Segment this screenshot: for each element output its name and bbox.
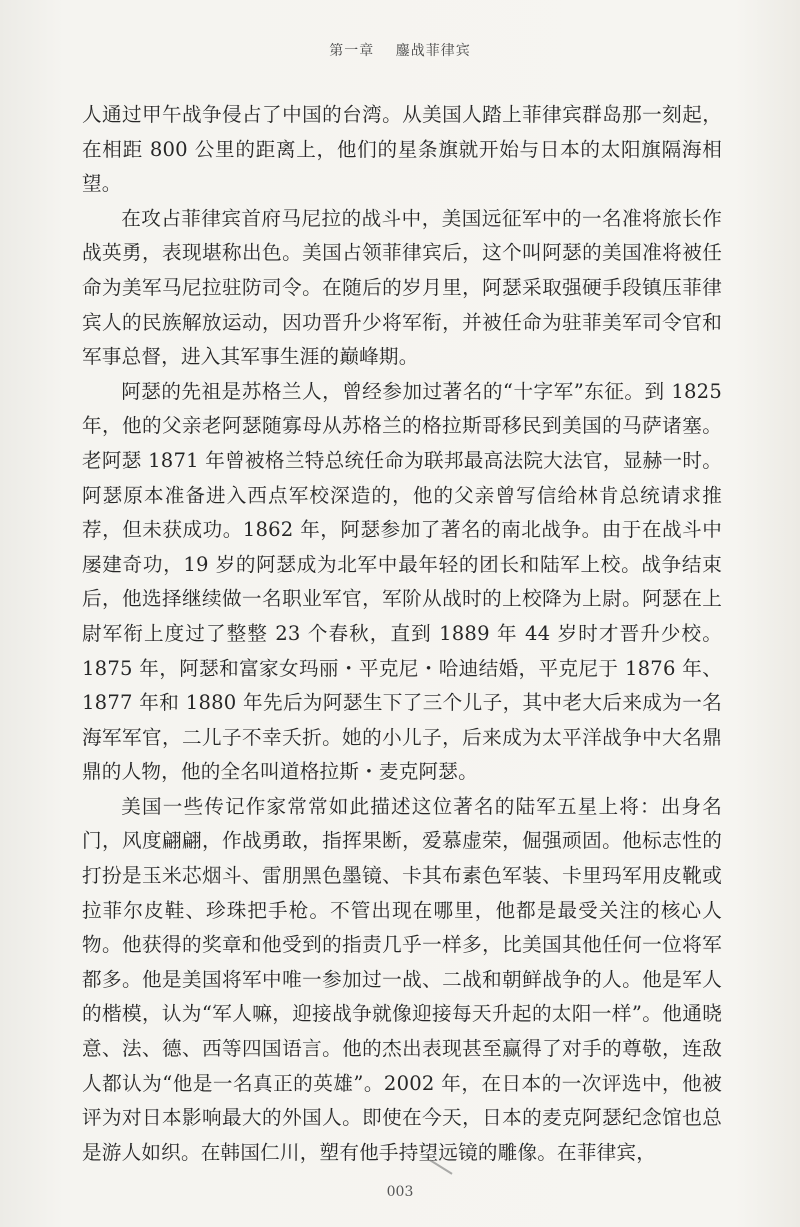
- page-number: 003: [386, 1184, 414, 1200]
- paragraph: 在攻占菲律宾首府马尼拉的战斗中，美国远征军中的一名准将旅长作战英勇，表现堪称出色。美国占领菲律宾后，这个叫阿瑟的美国准将被任命为美军马尼拉驻防司令。在随后的岁月里，阿瑟采取强硬手段镇压菲律宾人的民族解放运动，因功晋升少将军衔，并被任命为驻菲美军司令官和军事总督，进入其军事生涯的巅峰期。: [82, 206, 722, 369]
- chapter-number: 第一章: [329, 43, 375, 59]
- body-text: [82, 98, 722, 1170]
- paragraph-continued: 人通过甲午战争侵占了中国的台湾。从美国人踏上菲律宾群岛那一刻起，在相距 800 公里的距离上，他们的星条旗就开始与日本的太阳旗隔海相望。: [82, 103, 722, 196]
- chapter-title: 鏖战菲律宾: [395, 43, 471, 59]
- paragraph: 阿瑟的先祖是苏格兰人，曾经参加过著名的“十字军”东征。到 1825 年，他的父亲老阿瑟随寡母从苏格兰的格拉斯哥移民到美国的马萨诸塞。老阿瑟 1871 年曾被格兰特总统任命为联邦最高法院大法官，显赫一时。阿瑟原本准备进入西点军校深造的，他的父亲曾写信给林肯总统请求推荐，但未获成功。1862 年，阿瑟参加了著名的南北战争。由于在战斗中屡建奇功，19 岁的阿瑟成为北军中最年轻的团长和陆军上校。战争结束后，他选择继续做一名职业军官，军阶从战时的上校降为上尉。阿瑟在上尉军衔上度过了整整 23 个春秋，直到 1889 年 44 岁时才晋升少校。1875 年，阿瑟和富家女玛丽・平克尼・哈迪结婚，平克尼于 1876 年、1877 年和 1880 年先后为阿瑟生下了三个儿子，其中老大后来成为一名海军军官，二儿子不幸夭折。她的小儿子，后来成为太平洋战争中大名鼎鼎的人物，他的全名叫道格拉斯・麦克阿瑟。: [82, 379, 722, 784]
- paragraph: 美国一些传记作家常常如此描述这位著名的陆军五星上将：出身名门，风度翩翩，作战勇敢，指挥果断，爱慕虚荣，倔强顽固。他标志性的打扮是玉米芯烟斗、雷朋黑色墨镜、卡其布素色军装、卡里玛军用皮靴或拉菲尔皮鞋、珍珠把手枪。不管出现在哪里，他都是最受关注的核心人物。他获得的奖章和他受到的指责几乎一样多，比美国其他任何一位将军都多。他是美国将军中唯一参加过一战、二战和朝鲜战争的人。他是军人的楷模，认为“军人嘛，迎接战争就像迎接每天升起的太阳一样”。他通晓意、法、德、西等四国语言。他的杰出表现甚至赢得了对手的尊敬，连敌人都认为“他是一名真正的英雄”。2002 年，在日本的一次评选中，他被评为对日本影响最大的外国人。即使在今天，日本的麦克阿瑟纪念馆也总是游人如织。在韩国仁川，塑有他手持望远镜的雕像。在菲律宾，: [82, 794, 722, 1164]
- running-head: [0, 40, 800, 60]
